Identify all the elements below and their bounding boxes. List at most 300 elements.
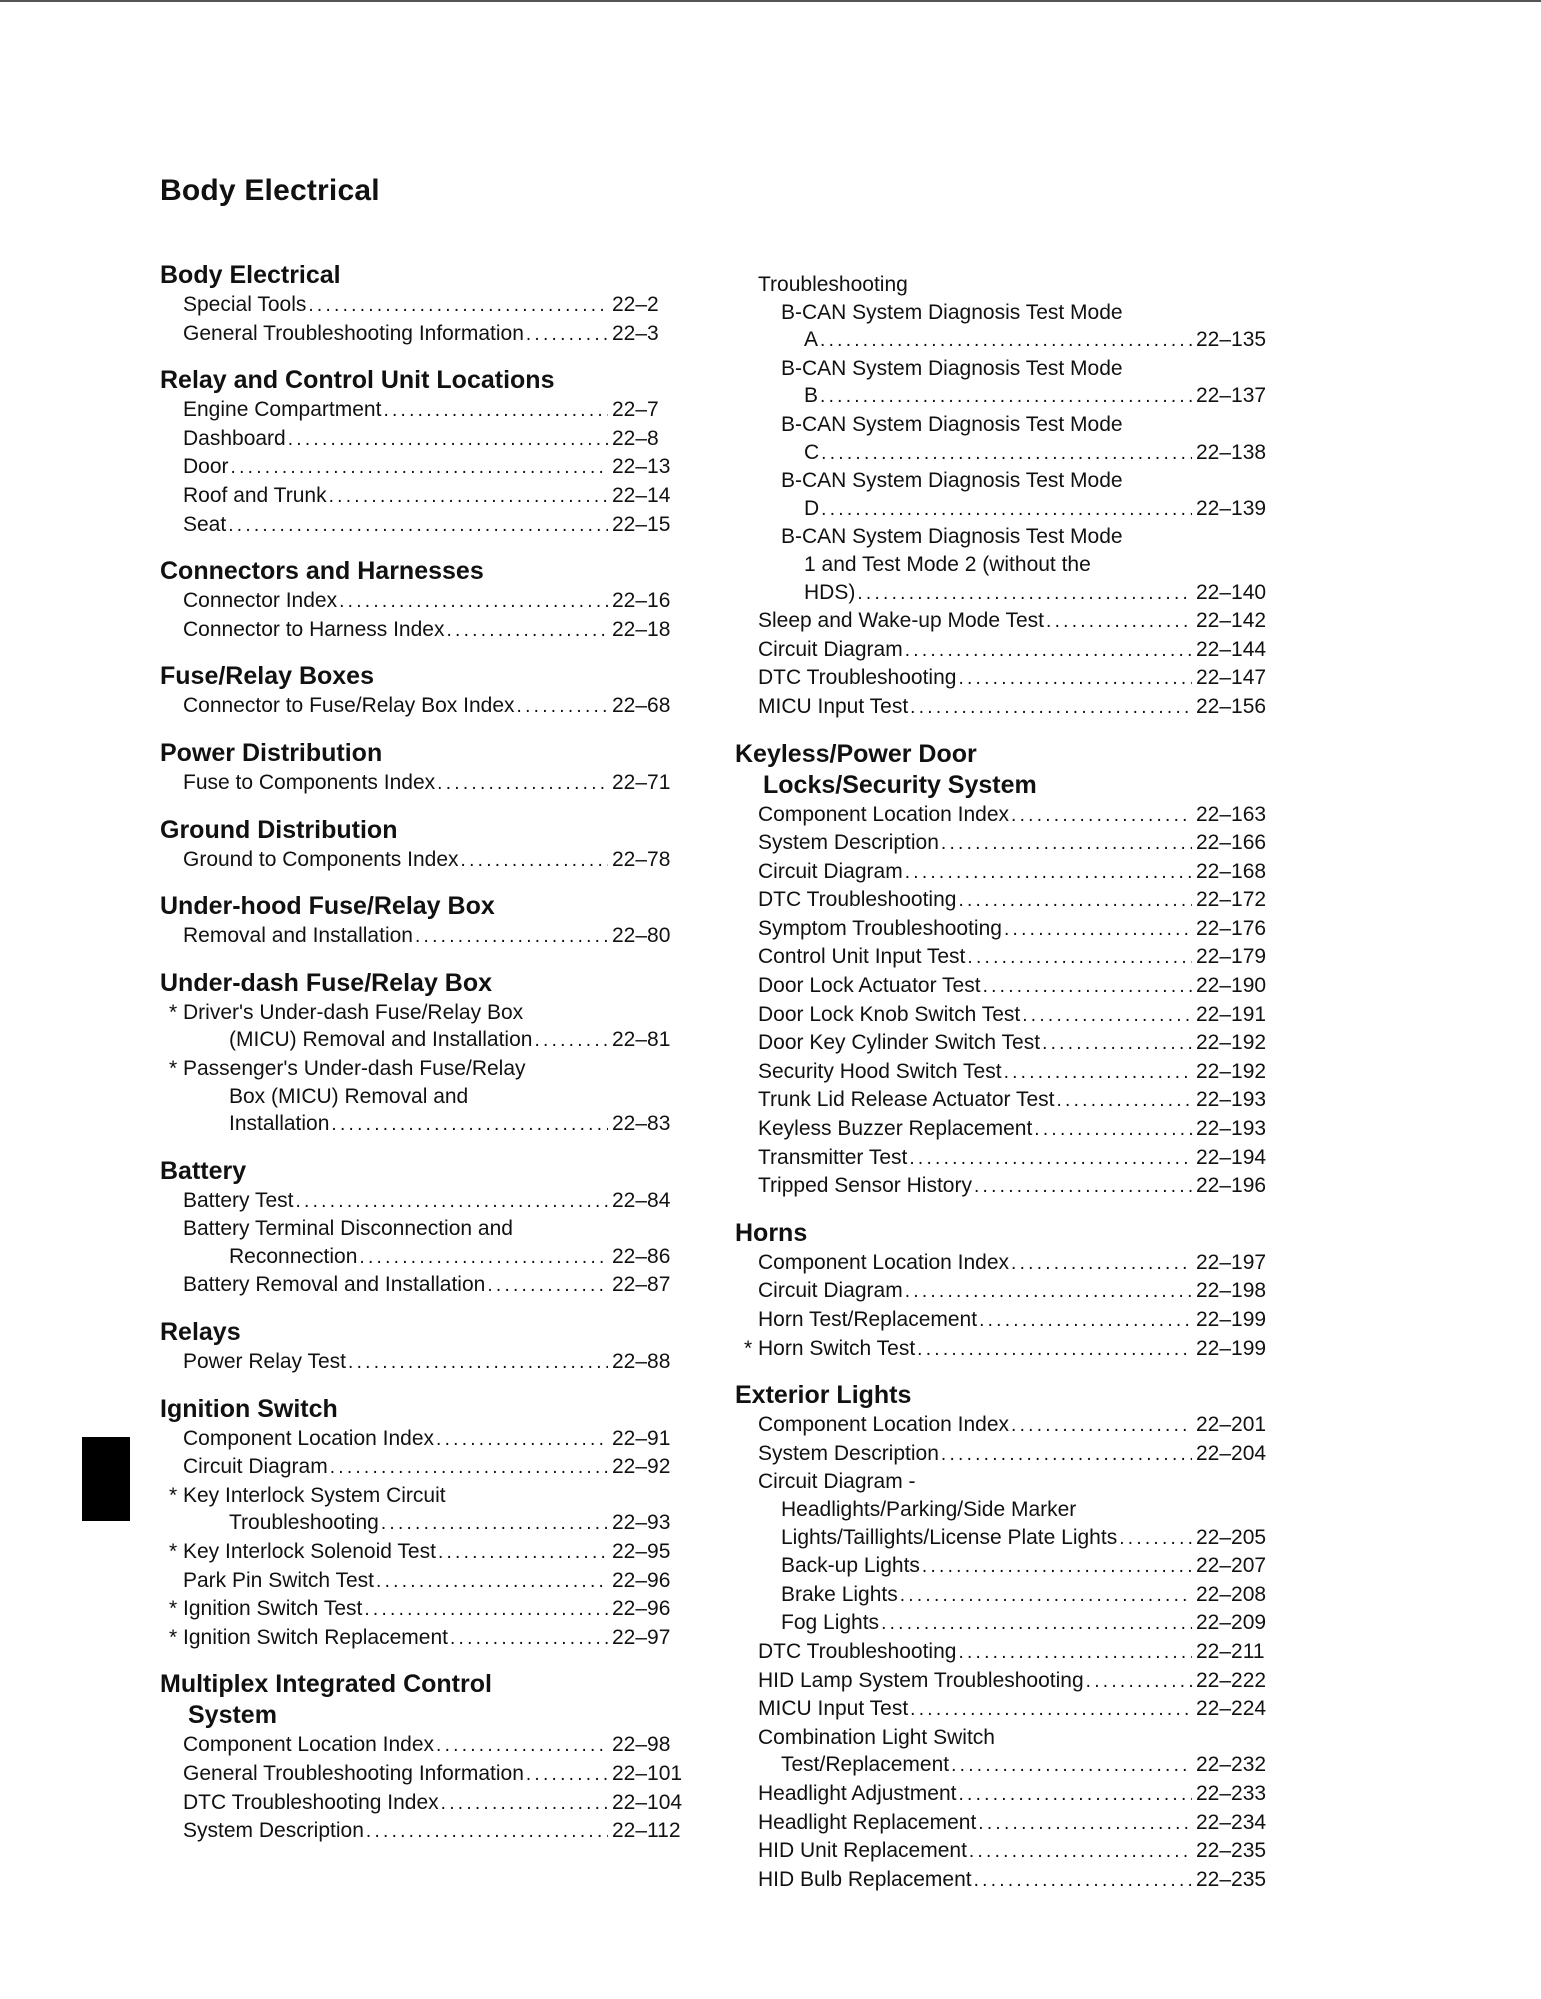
- toc-entry[interactable]: [735, 858, 1267, 887]
- toc-entry[interactable]: [735, 1809, 1267, 1838]
- toc-entry[interactable]: [160, 1243, 674, 1272]
- revision-marker: *: [169, 1483, 178, 1507]
- section-keyless: [735, 739, 1267, 1201]
- entry-page: 22–83: [612, 1112, 671, 1136]
- section-title: Relay and Control Unit Locations: [160, 366, 555, 395]
- entry-label: Key Interlock System Circuit: [183, 1483, 446, 1507]
- toc-entry[interactable]: [160, 482, 674, 511]
- toc-entry-line[interactable]: [735, 551, 1258, 579]
- toc-entry[interactable]: [735, 1411, 1267, 1440]
- toc-entry[interactable]: [735, 693, 1267, 722]
- toc-entry[interactable]: [160, 1789, 683, 1818]
- leader-dots: [820, 327, 1192, 355]
- toc-entry[interactable]: [735, 1249, 1267, 1278]
- entry-label: 1 and Test Mode 2 (without the: [804, 552, 1091, 576]
- toc-entry-line[interactable]: [160, 999, 674, 1027]
- top-rule: [0, 0, 1541, 2]
- entry-page: 22–18: [612, 617, 671, 641]
- toc-entry-line[interactable]: [160, 1482, 674, 1510]
- section-body-electrical: [160, 260, 674, 348]
- revision-marker: *: [169, 1625, 178, 1649]
- toc-entry[interactable]: [160, 1624, 674, 1653]
- entry-label: Power Relay Test: [183, 1350, 347, 1374]
- entry-page: 22–78: [612, 847, 671, 871]
- entry-label: Door Key Cylinder Switch Test: [758, 1031, 1041, 1055]
- entry-label: Driver's Under-dash Fuse/Relay Box: [183, 1000, 524, 1024]
- entry-page: 22–112: [612, 1819, 681, 1843]
- leader-dots: [978, 1810, 1192, 1838]
- toc-entry[interactable]: [735, 1581, 1267, 1610]
- entry-page: 22–197: [1196, 1250, 1267, 1274]
- entry-label: Battery Terminal Disconnection and: [183, 1217, 513, 1241]
- entry-label: Component Location Index: [758, 1413, 1010, 1437]
- toc-entry[interactable]: [735, 1667, 1267, 1696]
- leader-dots: [339, 588, 608, 616]
- entry-label: B-CAN System Diagnosis Test Mode: [781, 525, 1123, 549]
- toc-entry[interactable]: [735, 1695, 1267, 1724]
- leader-dots: [1011, 1412, 1192, 1440]
- entry-label: Horn Test/Replacement: [758, 1308, 978, 1331]
- toc-entry[interactable]: [735, 1115, 1267, 1144]
- toc-entry[interactable]: [160, 1187, 674, 1216]
- leader-dots: [308, 292, 608, 320]
- entry-label: Circuit Diagram: [183, 1455, 328, 1479]
- revision-marker: *: [169, 1597, 178, 1621]
- leader-dots: [348, 1349, 608, 1377]
- revision-marker: *: [169, 1000, 178, 1024]
- entry-label: Tripped Sensor History: [758, 1174, 972, 1198]
- toc-entry[interactable]: [735, 1524, 1267, 1553]
- entry-page: 22–80: [612, 924, 671, 948]
- toc-entry[interactable]: [735, 1058, 1267, 1087]
- section-title: Connectors and Harnesses: [160, 557, 484, 586]
- section-fuse-relay-boxes: [160, 661, 674, 721]
- entry-label: Component Location Index: [758, 1250, 1010, 1274]
- leader-dots: [381, 1510, 608, 1538]
- toc-entry[interactable]: [160, 1026, 674, 1055]
- toc-entry[interactable]: [160, 616, 674, 645]
- entry-label: Component Location Index: [183, 1733, 435, 1757]
- entry-label: HID Bulb Replacement: [758, 1867, 972, 1891]
- toc-entry[interactable]: [735, 1086, 1267, 1115]
- leader-dots: [974, 1173, 1192, 1201]
- toc-entry[interactable]: [160, 1760, 683, 1789]
- entry-label: HID Lamp System Troubleshooting: [758, 1668, 1084, 1692]
- toc-entry[interactable]: [160, 692, 674, 721]
- toc-entry[interactable]: [160, 1538, 674, 1567]
- toc-entry[interactable]: [735, 382, 1267, 411]
- leader-dots: [900, 1582, 1192, 1610]
- entry-label: DTC Troubleshooting: [758, 666, 957, 690]
- entry-label: Combination Light Switch: [758, 1725, 995, 1749]
- leader-dots: [983, 973, 1192, 1001]
- entry-page: 22–234: [1196, 1810, 1267, 1834]
- toc-entry-line[interactable]: [160, 1055, 674, 1083]
- leader-dots: [288, 426, 608, 454]
- leader-dots: [821, 440, 1192, 468]
- entry-page: 22–7: [612, 398, 659, 422]
- section-title-line: System: [188, 1701, 277, 1730]
- leader-dots: [231, 454, 608, 482]
- leader-dots: [941, 830, 1192, 858]
- section-underdash: [160, 968, 674, 1139]
- entry-label: Test/Replacement: [781, 1753, 950, 1777]
- toc-entry[interactable]: [735, 1335, 1267, 1364]
- entry-page: 22–96: [612, 1597, 671, 1621]
- section-micu: [160, 1669, 683, 1845]
- toc-entry-line[interactable]: [160, 1083, 674, 1111]
- entry-page: 22–139: [1196, 496, 1267, 520]
- entry-page: 22–191: [1196, 1002, 1267, 1026]
- entry-page: 22–166: [1196, 831, 1267, 855]
- leader-dots: [383, 397, 608, 425]
- section-title: Horns: [735, 1218, 808, 1247]
- toc-entry[interactable]: [735, 1552, 1267, 1581]
- toc-entry-line[interactable]: [735, 355, 1258, 383]
- toc-entry[interactable]: [735, 1638, 1265, 1667]
- leader-dots: [450, 1625, 608, 1653]
- entry-label: Headlight Adjustment: [758, 1781, 957, 1805]
- section-title: Battery: [160, 1156, 247, 1185]
- leader-dots: [1057, 1087, 1193, 1115]
- entry-page: 22–168: [1196, 859, 1267, 883]
- entry-page: 22–199: [1196, 1308, 1267, 1331]
- leader-dots: [1011, 802, 1192, 830]
- toc-entry[interactable]: [735, 326, 1267, 355]
- entry-label: Lights/Taillights/License Plate Lights: [781, 1525, 1118, 1549]
- section-ground-distribution: [160, 815, 674, 875]
- toc-entry[interactable]: [735, 1144, 1267, 1173]
- entry-label: Circuit Diagram: [758, 1279, 903, 1303]
- entry-label: B-CAN System Diagnosis Test Mode: [781, 356, 1123, 380]
- section-battery: [160, 1156, 674, 1300]
- entry-label: Connector to Harness Index: [183, 617, 445, 641]
- entry-label: Troubleshooting: [229, 1511, 379, 1535]
- entry-label: Circuit Diagram: [758, 859, 903, 883]
- entry-page: 22–235: [1196, 1867, 1267, 1891]
- section-title: Ignition Switch: [160, 1394, 338, 1423]
- section-title-line: Multiplex Integrated Control: [160, 1670, 492, 1699]
- leader-dots: [517, 693, 608, 721]
- entry-page: 22–211: [1196, 1639, 1265, 1663]
- section-exterior-lights: [735, 1380, 1267, 1894]
- toc-entry[interactable]: [735, 1440, 1267, 1469]
- section-underhood: [160, 891, 674, 951]
- entry-label: Roof and Trunk: [183, 483, 327, 507]
- toc-entry-line[interactable]: [735, 299, 1258, 327]
- section-relays: [160, 1317, 674, 1377]
- leader-dots: [228, 512, 608, 540]
- section-title: [160, 1669, 674, 1731]
- leader-dots: [821, 496, 1192, 524]
- leader-dots: [1004, 916, 1192, 944]
- entry-page: 22–198: [1196, 1279, 1267, 1303]
- section-title: Power Distribution: [160, 738, 383, 767]
- entry-page: 22–192: [1196, 1031, 1267, 1055]
- entry-label: MICU Input Test: [758, 694, 909, 718]
- section-title: Fuse/Relay Boxes: [160, 662, 374, 691]
- leader-dots: [415, 923, 608, 951]
- toc-entry[interactable]: [735, 801, 1267, 830]
- entry-label: Door Lock Knob Switch Test: [758, 1002, 1021, 1026]
- entry-page: 22–224: [1196, 1697, 1267, 1721]
- leader-dots: [366, 1818, 608, 1846]
- leader-dots: [534, 1027, 608, 1055]
- right-column: [735, 271, 1267, 1911]
- entry-label: DTC Troubleshooting: [758, 888, 957, 912]
- leader-dots: [329, 483, 608, 511]
- leader-dots: [974, 1867, 1192, 1895]
- toc-entry[interactable]: [160, 1453, 674, 1482]
- entry-label: B-CAN System Diagnosis Test Mode: [781, 469, 1123, 493]
- leader-dots: [1022, 1002, 1192, 1030]
- entry-label: Horn Switch Test: [758, 1336, 916, 1360]
- leader-dots: [910, 1696, 1192, 1724]
- entry-label: B-CAN System Diagnosis Test Mode: [781, 300, 1123, 324]
- leader-dots: [438, 1539, 608, 1567]
- entry-label: Circuit Diagram -: [758, 1470, 916, 1494]
- entry-label: Connector Index: [183, 589, 338, 613]
- entry-label: Installation: [229, 1112, 330, 1136]
- entry-label: Circuit Diagram: [758, 637, 903, 661]
- entry-page: 22–137: [1196, 384, 1267, 408]
- leader-dots: [857, 580, 1192, 608]
- toc-entry[interactable]: [735, 1172, 1267, 1201]
- entry-page: 22–87: [612, 1273, 671, 1297]
- leader-dots: [917, 1336, 1192, 1364]
- entry-page: 22–98: [612, 1733, 671, 1757]
- entry-label: C: [804, 440, 820, 464]
- entry-page: 22–97: [612, 1625, 671, 1649]
- entry-label: Ground to Components Index: [183, 847, 459, 871]
- toc-entry[interactable]: [735, 915, 1267, 944]
- toc-entry[interactable]: [735, 886, 1267, 915]
- entry-page: 22–68: [612, 694, 671, 718]
- entry-page: 22–190: [1196, 974, 1267, 998]
- toc-entry[interactable]: [735, 972, 1267, 1001]
- entry-label: MICU Input Test: [758, 1697, 909, 1721]
- leader-dots: [958, 887, 1192, 915]
- entry-label: DTC Troubleshooting: [758, 1639, 957, 1663]
- toc-entry[interactable]: [160, 1425, 674, 1454]
- leader-dots: [820, 383, 1192, 411]
- entry-label: Removal and Installation: [183, 924, 413, 948]
- entry-page: 22–71: [612, 770, 671, 794]
- section-title: Ground Distribution: [160, 815, 398, 844]
- toc-entry[interactable]: [160, 1567, 674, 1596]
- leader-dots: [941, 1441, 1192, 1469]
- entry-label: Connector to Fuse/Relay Box Index: [183, 694, 515, 718]
- section-title: Under-hood Fuse/Relay Box: [160, 892, 495, 921]
- subheading: [735, 271, 1258, 299]
- leader-dots: [1119, 1525, 1192, 1553]
- entry-page: 22–233: [1196, 1781, 1267, 1805]
- toc-entry[interactable]: [160, 291, 674, 320]
- toc-entry[interactable]: [735, 829, 1267, 858]
- entry-page: 22–92: [612, 1455, 671, 1479]
- entry-page: 22–84: [612, 1188, 671, 1212]
- entry-page: 22–156: [1196, 694, 1267, 718]
- toc-entry[interactable]: [160, 922, 674, 951]
- entry-label: Control Unit Input Test: [758, 945, 966, 969]
- entry-label: Seat: [183, 512, 227, 536]
- toc-entry[interactable]: [735, 495, 1267, 524]
- entry-page: 22–192: [1196, 1059, 1267, 1083]
- entry-label: System Description: [758, 1441, 939, 1465]
- entry-page: 22–88: [612, 1350, 671, 1374]
- toc-entry[interactable]: [735, 1866, 1267, 1895]
- leader-dots: [526, 1761, 608, 1789]
- entry-page: 22–138: [1196, 440, 1267, 464]
- toc-entry[interactable]: [735, 1277, 1267, 1306]
- section-troubleshooting: [735, 271, 1267, 722]
- subheading: [735, 1468, 1258, 1496]
- leader-dots: [905, 637, 1192, 665]
- entry-label: DTC Troubleshooting Index: [183, 1790, 439, 1814]
- leader-dots: [330, 1454, 608, 1482]
- entry-page: 22–176: [1196, 916, 1267, 940]
- leader-dots: [1046, 608, 1192, 636]
- entry-page: 22–196: [1196, 1174, 1267, 1198]
- toc-entry-line[interactable]: [735, 467, 1258, 495]
- leader-dots: [969, 1838, 1192, 1866]
- toc-entry[interactable]: [735, 1306, 1267, 1335]
- entry-label: HDS): [804, 580, 856, 604]
- entry-page: 22–8: [612, 426, 659, 450]
- entry-label: Keyless Buzzer Replacement: [758, 1117, 1033, 1141]
- toc-entry-line[interactable]: [160, 1215, 674, 1243]
- section-title: Relays: [160, 1318, 241, 1347]
- section-tab-marker: [82, 1437, 130, 1521]
- entry-label: Dashboard: [183, 426, 286, 450]
- entry-label: System Description: [183, 1819, 364, 1843]
- entry-label: Component Location Index: [183, 1426, 435, 1450]
- toc-entry[interactable]: [735, 636, 1267, 665]
- toc-entry-line[interactable]: [735, 1496, 1258, 1524]
- leader-dots: [958, 665, 1192, 693]
- leader-dots: [1042, 1030, 1192, 1058]
- entry-page: 22–86: [612, 1244, 671, 1268]
- entry-page: 22–13: [612, 455, 671, 479]
- toc-entry[interactable]: [735, 664, 1267, 693]
- entry-page: 22–15: [612, 512, 671, 536]
- leader-dots: [922, 1553, 1192, 1581]
- entry-label: Reconnection: [229, 1244, 358, 1268]
- toc-entry[interactable]: [160, 1509, 674, 1538]
- toc-entry[interactable]: [160, 453, 674, 482]
- entry-label: Ignition Switch Test: [183, 1597, 363, 1621]
- entry-label: (MICU) Removal and Installation: [229, 1028, 533, 1052]
- entry-page: 22–91: [612, 1426, 671, 1450]
- toc-entry[interactable]: [735, 607, 1267, 636]
- toc-entry[interactable]: [735, 1751, 1267, 1780]
- entry-page: 22–193: [1196, 1088, 1267, 1112]
- leader-dots: [437, 770, 608, 798]
- toc-entry[interactable]: [735, 1029, 1267, 1058]
- leader-dots: [958, 1781, 1192, 1809]
- toc-entry[interactable]: [160, 1348, 674, 1377]
- revision-marker: *: [169, 1056, 178, 1080]
- entry-page: 22–135: [1196, 328, 1267, 352]
- toc-entry[interactable]: [160, 769, 674, 798]
- leader-dots: [446, 617, 608, 645]
- entry-page: 22–96: [612, 1568, 671, 1592]
- toc-entry[interactable]: [735, 439, 1267, 468]
- entry-label: Door Lock Actuator Test: [758, 974, 981, 998]
- revision-marker: *: [744, 1336, 753, 1360]
- entry-page: 22–147: [1196, 666, 1267, 690]
- toc-entry[interactable]: [160, 1595, 674, 1624]
- entry-page: 22–140: [1196, 580, 1267, 604]
- toc-entry[interactable]: [735, 1837, 1267, 1866]
- section-title: Body Electrical: [160, 261, 341, 289]
- toc-entry[interactable]: [735, 943, 1267, 972]
- toc-entry[interactable]: [160, 1731, 674, 1760]
- entry-label: Headlights/Parking/Side Marker: [781, 1497, 1077, 1521]
- toc-entry[interactable]: [735, 1609, 1267, 1638]
- entry-page: 22–14: [612, 483, 671, 507]
- entry-label: B-CAN System Diagnosis Test Mode: [781, 412, 1123, 436]
- toc-entry[interactable]: [160, 1271, 674, 1300]
- leader-dots: [1034, 1116, 1192, 1144]
- section-title: Exterior Lights: [735, 1381, 912, 1410]
- leader-dots: [436, 1732, 608, 1760]
- toc-entry-line[interactable]: [735, 411, 1258, 439]
- toc-entry[interactable]: [160, 425, 674, 454]
- page-title: Body Electrical: [160, 174, 380, 207]
- entry-page: 22–104: [612, 1790, 683, 1814]
- leader-dots: [461, 847, 608, 875]
- entry-label: Box (MICU) Removal and: [229, 1084, 469, 1108]
- entry-label: Fuse to Components Index: [183, 770, 436, 794]
- entry-page: 22–95: [612, 1540, 671, 1564]
- toc-entry[interactable]: [160, 320, 674, 349]
- toc-entry[interactable]: [735, 579, 1267, 608]
- toc-entry[interactable]: [160, 511, 674, 540]
- entry-label: D: [804, 496, 820, 520]
- leader-dots: [910, 694, 1192, 722]
- toc-entry[interactable]: [160, 396, 674, 425]
- leader-dots: [967, 944, 1192, 972]
- toc-entry-line[interactable]: [735, 1724, 1258, 1752]
- toc-entry[interactable]: [160, 1817, 681, 1846]
- entry-label: B: [804, 384, 819, 408]
- left-column: [160, 260, 683, 1863]
- toc-entry[interactable]: [735, 1001, 1267, 1030]
- section-power-distribution: [160, 738, 674, 798]
- entry-label: Back-up Lights: [781, 1554, 920, 1578]
- entry-label: Battery Removal and Installation: [183, 1273, 486, 1297]
- entry-label: Engine Compartment: [183, 398, 382, 422]
- entry-page: 22–222: [1196, 1668, 1267, 1692]
- entry-page: 22–209: [1196, 1611, 1267, 1635]
- toc-entry[interactable]: [160, 1110, 674, 1139]
- entry-page: 22–232: [1196, 1753, 1267, 1777]
- entry-page: 22–179: [1196, 945, 1267, 969]
- section-relay-locations: [160, 365, 674, 539]
- toc-entry-line[interactable]: [735, 523, 1258, 551]
- entry-label: Transmitter Test: [758, 1145, 908, 1169]
- toc-entry[interactable]: [160, 587, 674, 616]
- entry-page: 22–81: [612, 1028, 671, 1052]
- leader-dots: [359, 1244, 608, 1272]
- toc-entry[interactable]: [735, 1780, 1267, 1809]
- entry-label: Ignition Switch Replacement: [183, 1625, 448, 1649]
- toc-entry[interactable]: [160, 846, 674, 875]
- entry-label: Key Interlock Solenoid Test: [183, 1540, 436, 1564]
- entry-label: Brake Lights: [781, 1582, 898, 1606]
- revision-marker: *: [169, 1540, 178, 1564]
